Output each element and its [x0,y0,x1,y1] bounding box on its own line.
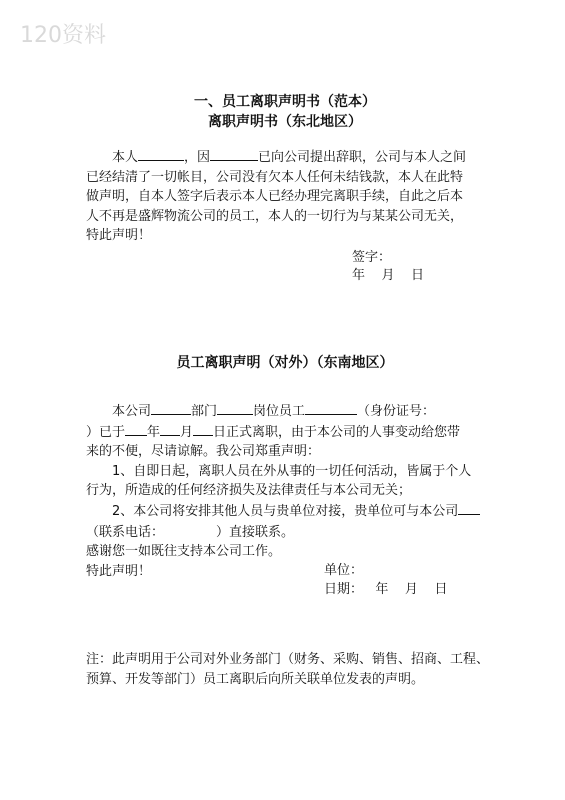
text-fragment: 岗位员工 [253,404,306,419]
position-blank [217,401,253,415]
text-fragment: （身份证号： [357,404,436,419]
section1-subtitle: 离职声明书（东北地区） [208,114,362,130]
month-blank [160,422,180,436]
text-fragment: 2、本公司将安排其他人员与贵单位对接，贵单位可与本公司 [112,503,459,519]
section2-line-2 [86,422,484,443]
section2-title: 员工离职声明（对外）（东南地区） [176,355,394,371]
note-line-1: 注：此声明用于公司对外业务部门（财务、采购、销售、招商、工程、 [86,652,490,667]
section1-line-1 [86,147,484,168]
text-fragment: 日正式离职，由于本公司的人事变动给您带 [213,424,461,440]
section1-line-5: 特此声明！ [86,228,152,244]
text-fragment: ）直接联系。 [216,524,295,540]
text-fragment: 部门 [191,404,218,419]
text-fragment: 年 [147,424,161,440]
section1-body [86,147,484,246]
company-blank [458,501,480,515]
department-blank [151,401,191,415]
section2-line-5: 行为，所造成的任何经济损失及法律责任与本公司无关； [86,483,412,499]
section2-line-3: 来的不便，尽请谅解。我公司郑重声明： [86,444,321,460]
section2-line-1 [86,401,484,422]
section2-line-7 [86,522,484,543]
section1-line-3: 做声明，自本人签字后表示本人已经办理完离职手续，自此之后本 [86,189,464,205]
signature-date: 年 月 日 [352,268,425,283]
day-blank [193,422,213,436]
section2-line-4: 1、自即日起，离职人员在外从事的一切任何活动，皆属于个人 [112,463,472,479]
text-fragment: 本公司 [112,404,152,419]
section2-line-9: 特此声明！ [86,563,152,579]
section2-line-6 [86,501,484,522]
note-line-2: 预算、开发等部门）员工离职后向所关联单位发表的声明。 [86,671,425,687]
section1-line-2: 已经结清了一切帐目，公司没有欠本人任何未结钱款，本人在此特 [86,169,464,185]
section2-date: 日期： 年 月 日 [324,582,448,597]
text-fragment: ）已于 [86,424,126,440]
text-fragment: 月 [180,424,194,440]
text-fragment: （联系电话： [86,524,165,540]
text-fragment: 已向公司提出辞职，公司与本人之间 [258,150,467,165]
year-blank [125,422,147,436]
section2-line-8: 感谢您一如既往支持本公司工作。 [86,544,282,560]
signature-label: 签字： [352,250,392,265]
reason-blank [210,147,258,161]
note [86,650,490,689]
section1-title: 一、员工离职声明书（范本） [194,94,376,110]
phone-blank [164,522,216,536]
unit-label: 单位： [324,563,364,578]
employee-blank [305,401,357,415]
section1-line-4: 人不再是盛辉物流公司的员工，本人的一切行为与某某公司无关， [86,208,464,224]
name-blank [138,147,184,161]
watermark: 120资料 [20,23,106,48]
section2-body [86,401,484,581]
text-fragment: 本人 [112,150,139,165]
text-fragment: ，因 [184,150,211,165]
